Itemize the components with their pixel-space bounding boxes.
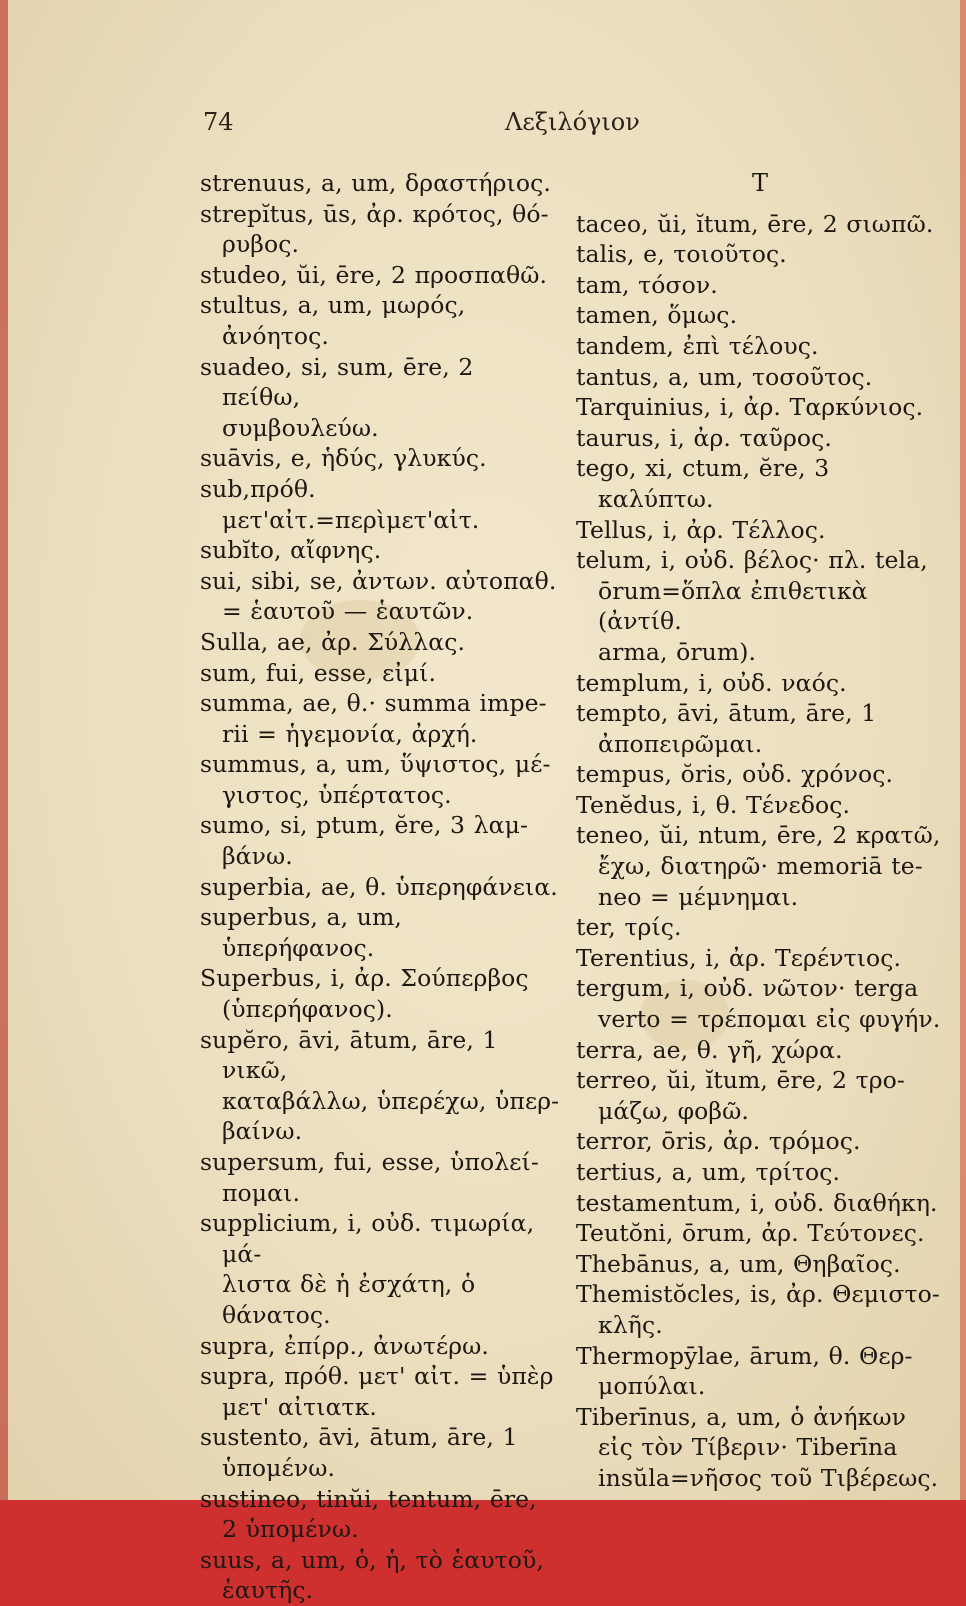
entry-line: tamen, ὅμως.: [576, 301, 738, 330]
right-column: [576, 168, 944, 1494]
running-title: Λεξιλόγιον: [505, 108, 640, 136]
entry-line: summa, ae, θ.· summa impe-: [200, 689, 547, 718]
dictionary-entry: [200, 260, 560, 291]
dictionary-entry: [200, 290, 560, 351]
entry-line: teneo, ŭi, ntum, ēre, 2 κρατῶ,: [576, 821, 941, 850]
entry-line: suus, a, um, ὁ, ἡ, τὸ ἑαυτοῦ,: [200, 1545, 544, 1574]
dictionary-entry: [576, 668, 944, 699]
entry-line: tandem, ἐπὶ τέλους.: [576, 331, 819, 360]
dictionary-entry: [200, 627, 560, 658]
entry-line: supplicium, i, οὐδ. τιμωρία, μά-: [200, 1209, 535, 1268]
dictionary-entry: [200, 1208, 560, 1330]
dictionary-entry: [576, 1218, 944, 1249]
dictionary-entry: [576, 423, 944, 454]
entry-line: tergum, i, οὐδ. νῶτον· terga: [576, 974, 919, 1003]
dictionary-entry: [576, 453, 944, 514]
dictionary-entry: [576, 1157, 944, 1188]
entry-line: = ἑαυτοῦ — ἑαυτῶν.: [222, 597, 474, 626]
entry-line: ἀποπειρῶμαι.: [598, 729, 763, 758]
page-number: 74: [203, 108, 234, 136]
entry-line: (ὑπερήφανος).: [222, 995, 393, 1024]
entry-line: Sulla, ae, ἀρ. Σύλλας.: [200, 627, 466, 656]
entry-line: talis, e, τοιοῦτος.: [576, 240, 787, 269]
entry-line: βάνω.: [222, 842, 293, 871]
page-edge-right: [960, 0, 966, 1500]
entry-line: suāvis, e, ἡδύς, γλυκύς.: [200, 444, 487, 473]
dictionary-entry: [200, 199, 560, 260]
entry-line: sustento, āvi, ātum, āre, 1: [200, 1423, 518, 1452]
entry-line: neo = μέμνημαι.: [598, 882, 799, 911]
entry-line: supra, πρόθ. μετ' αἰτ. = ὑπὲρ: [200, 1362, 554, 1391]
dictionary-entry: [576, 270, 944, 301]
dictionary-entry: [576, 331, 944, 362]
entry-line: ter, τρίς.: [576, 913, 682, 942]
dictionary-entry: [576, 1126, 944, 1157]
entry-line: Thebānus, a, um, Θηβαῖος.: [576, 1249, 901, 1278]
dictionary-entry: [200, 168, 560, 199]
dictionary-entry: [200, 810, 560, 871]
entry-line: superbia, ae, θ. ὑπερηφάνεια.: [200, 872, 558, 901]
entry-line: verto = τρέπομαι εἰς φυγήν.: [598, 1005, 941, 1034]
entry-line: πομαι.: [222, 1178, 301, 1207]
entry-line: tempus, ŏris, οὐδ. χρόνος.: [576, 760, 894, 789]
entry-line: Terentius, i, ἀρ. Τερέντιος.: [576, 943, 902, 972]
dictionary-entry: [200, 1025, 560, 1147]
dictionary-entry: [200, 1361, 560, 1422]
dictionary-entry: [576, 545, 944, 667]
dictionary-entry: [200, 749, 560, 810]
entry-line: sub,πρόθ. μετ'αἰτ.=περὶμετ'αἰτ.: [200, 474, 480, 534]
entry-line: ἑαυτῆς.: [222, 1576, 314, 1605]
entry-line: tantus, a, um, τοσοῦτος.: [576, 362, 873, 391]
entry-line: συμβουλεύω.: [222, 413, 379, 442]
section-letter-heading: T: [751, 169, 769, 197]
entry-line: Thermopȳlae, ārum, θ. Θερ-: [576, 1341, 913, 1370]
dictionary-entry: [200, 1422, 560, 1483]
entry-line: γιστος, ὑπέρτατος.: [222, 780, 452, 809]
entry-line: Tarquinius, i, ἀρ. Ταρκύνιος.: [576, 393, 924, 422]
entry-line: summus, a, um, ὕψιστος, μέ-: [200, 750, 551, 779]
entry-line: 2 ὑπομένω.: [222, 1515, 359, 1544]
entry-line: μάζω, φοβῶ.: [598, 1096, 749, 1125]
dictionary-entry: [576, 1065, 944, 1126]
dictionary-entry: [200, 963, 560, 1024]
entry-line: Tiberīnus, a, um, ὁ ἀνήκων: [576, 1402, 907, 1431]
dictionary-entry: [576, 362, 944, 393]
entry-line: ἔχω, διατηρῶ· memoriā te-: [598, 852, 923, 881]
entry-line: insŭla=νῆσος τοῦ Τιβέρεως.: [598, 1463, 939, 1492]
entry-line: λιστα δὲ ἡ ἐσχάτη, ὁ θάνατος.: [222, 1270, 476, 1329]
dictionary-entry: [200, 1331, 560, 1362]
entry-line: supĕro, āvi, ātum, āre, 1 νικῶ,: [200, 1025, 498, 1085]
entry-line: stultus, a, um, μωρός, ἀνόητος.: [200, 291, 466, 350]
entry-line: καταβάλλω, ὑπερέχω, ὑπερ-: [222, 1086, 560, 1115]
entry-line: strepĭtus, ūs, ἀρ. κρότος, θό-: [200, 199, 549, 228]
running-head: [0, 108, 966, 142]
right-column-entries: [576, 209, 944, 1494]
dictionary-entry: [576, 300, 944, 331]
entry-line: supersum, fui, esse, ὑπολεί-: [200, 1148, 539, 1176]
entry-line: sum, fui, esse, εἰμί.: [200, 658, 437, 687]
dictionary-entry: [576, 790, 944, 821]
dictionary-entry: [576, 698, 944, 759]
dictionary-entry: [576, 392, 944, 423]
entry-line: strenuus, a, um, δραστήριος.: [200, 169, 551, 197]
dictionary-entry: [576, 1279, 944, 1340]
entry-line: superbus, a, um, ὑπερήφανος.: [200, 903, 402, 962]
entry-line: rii = ἡγεμονία, ἀρχή.: [222, 719, 478, 748]
entry-line: sumo, si, ptum, ĕre, 3 λαμ-: [200, 811, 529, 840]
dictionary-entry: [576, 1035, 944, 1066]
entry-line: tego, xi, ctum, ĕre, 3 καλύπτω.: [576, 454, 830, 513]
entry-line: taurus, i, ἀρ. ταῦρος.: [576, 423, 832, 452]
dictionary-entry: [200, 658, 560, 689]
entry-line: Superbus, i, ἀρ. Σούπερβος: [200, 964, 529, 993]
entry-line: subĭto, αἴφνης.: [200, 536, 382, 565]
dictionary-entry: [576, 1188, 944, 1219]
entry-line: εἰς τὸν Τίβεριν· Tiberīna: [598, 1433, 898, 1462]
dictionary-entry: [200, 872, 560, 903]
dictionary-entry: [576, 1249, 944, 1280]
entry-line: βαίνω.: [222, 1117, 303, 1146]
dictionary-entry: [200, 902, 560, 963]
dictionary-entry: [576, 1402, 944, 1494]
dictionary-entry: [576, 912, 944, 943]
entry-line: suadeo, si, sum, ēre, 2 πείθω,: [200, 352, 474, 412]
dictionary-entry: [200, 535, 560, 566]
entry-line: tempto, āvi, ātum, āre, 1: [576, 699, 877, 728]
dictionary-entry: [576, 1341, 944, 1402]
entry-line: ὑπομένω.: [222, 1453, 336, 1482]
dictionary-entry: [200, 566, 560, 627]
entry-line: μοπύλαι.: [598, 1372, 706, 1401]
entry-line: Themistŏcles, is, ἀρ. Θεμιστο-: [576, 1280, 940, 1309]
dictionary-entry: [200, 474, 560, 535]
dictionary-entry: [200, 1484, 560, 1545]
entry-line: μετ' αἰτιατκ.: [222, 1392, 378, 1421]
dictionary-entry: [576, 515, 944, 546]
entry-line: tertius, a, um, τρίτος.: [576, 1158, 841, 1186]
entry-line: telum, i, οὐδ. βέλος· πλ. tela,: [576, 546, 928, 575]
entry-line: supra, ἐπίρρ., ἀνωτέρω.: [200, 1331, 489, 1360]
dictionary-entry: [576, 239, 944, 270]
page-edge-left: [0, 0, 8, 1500]
entry-line: κλῆς.: [598, 1310, 663, 1339]
entry-line: Tellus, i, ἀρ. Τέλλος.: [576, 515, 826, 544]
entry-line: sui, sibi, se, ἀντων. αὐτοπαθ.: [200, 566, 557, 595]
dictionary-entry: [576, 759, 944, 790]
dictionary-entry: [200, 352, 560, 444]
entry-line: Tenĕdus, i, θ. Τένεδος.: [576, 790, 851, 819]
dictionary-entry: [576, 943, 944, 974]
entry-line: arma, ōrum).: [598, 637, 757, 666]
entry-line: terror, ōris, ἀρ. τρόμος.: [576, 1127, 861, 1156]
dictionary-entry: [200, 1147, 560, 1208]
entry-line: studeo, ŭi, ēre, 2 προσπαθῶ.: [200, 260, 548, 289]
left-column: [200, 168, 560, 1606]
entry-line: ōrum=ὅπλα ἐπιθετικὰ (ἀντίθ.: [598, 576, 868, 636]
dictionary-entry: [576, 973, 944, 1034]
dictionary-entry: [576, 209, 944, 240]
entry-line: ρυβος.: [222, 230, 300, 259]
entry-line: terreo, ŭi, ĭtum, ēre, 2 τρο-: [576, 1066, 905, 1095]
entry-line: Teutŏni, ōrum, ἀρ. Τεύτονες.: [576, 1219, 925, 1248]
dictionary-entry: [200, 688, 560, 749]
entry-line: terra, ae, θ. γῆ, χώρα.: [576, 1035, 843, 1064]
entry-line: sustineo, tinŭi, tentum, ēre,: [200, 1484, 537, 1513]
entry-line: templum, i, οὐδ. ναός.: [576, 668, 847, 697]
dictionary-entry: [200, 1545, 560, 1606]
dictionary-entry: [200, 443, 560, 474]
entry-line: tam, τόσον.: [576, 270, 718, 299]
entry-line: testamentum, i, οὐδ. διαθήκη.: [576, 1188, 938, 1217]
dictionary-entry: [576, 820, 944, 912]
entry-line: taceo, ŭi, ĭtum, ēre, 2 σιωπῶ.: [576, 209, 934, 238]
